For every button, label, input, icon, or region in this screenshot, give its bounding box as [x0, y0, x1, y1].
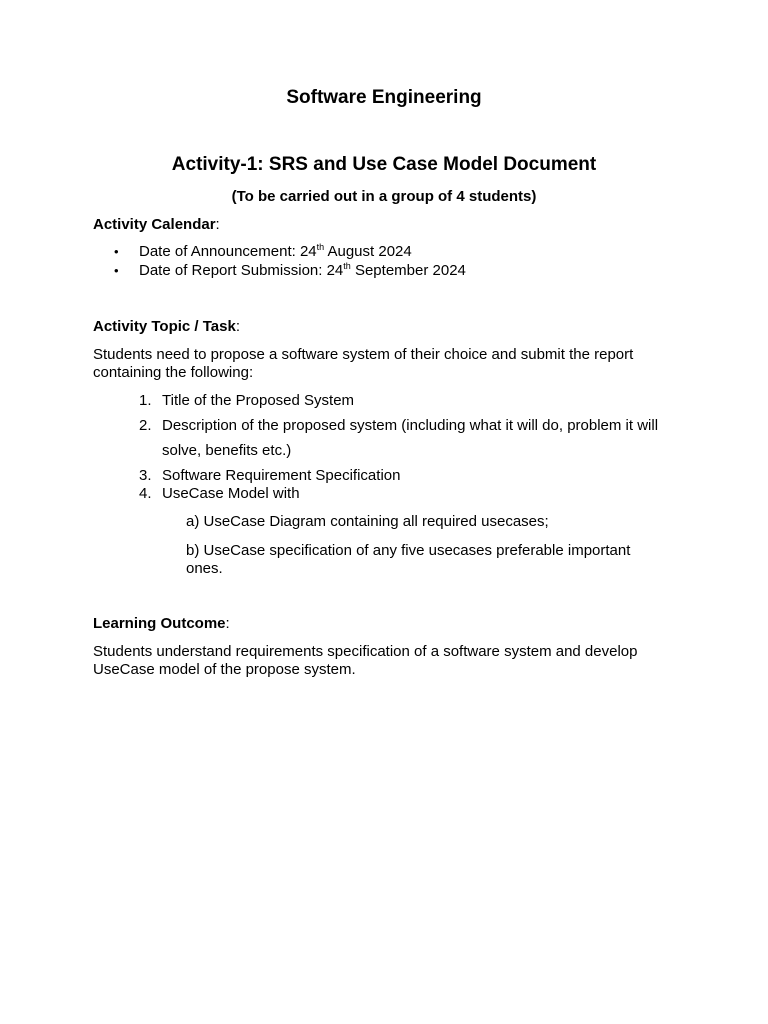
task-intro-line-1: Students need to propose a software system of their choice and submit the report — [93, 346, 634, 363]
task-subitem-b-line-2: ones. — [186, 560, 223, 577]
calendar-item-2-sup: th — [343, 261, 351, 271]
calendar-item-1-prefix: Date of Announcement: 24 — [139, 243, 317, 260]
task-item-1-text: Title of the Proposed System — [162, 392, 355, 409]
task-item-2-text-line-2: solve, benefits etc.) — [162, 442, 292, 459]
task-item-3-number: 3. — [139, 467, 152, 484]
task-intro-line-2: containing the following: — [93, 364, 254, 381]
task-heading-colon: : — [235, 318, 240, 335]
task-item-3-text: Software Requirement Specification — [162, 467, 401, 484]
outcome-line-1: Students understand requirements specification of a software system and develop — [93, 643, 638, 660]
outcome-heading-label: Learning Outcome — [93, 615, 226, 632]
calendar-bullet-2 — [114, 262, 119, 280]
task-item-1-number: 1. — [139, 392, 152, 409]
calendar-heading-label: Activity Calendar — [93, 216, 216, 233]
bullet-icon: • — [114, 263, 119, 278]
group-note: (To be carried out in a group of 4 students) — [231, 188, 537, 205]
calendar-item-1 — [139, 243, 412, 261]
task-item-2-number: 2. — [139, 417, 152, 434]
calendar-item-1-suffix: August 2024 — [324, 243, 412, 260]
calendar-item-2-prefix: Date of Report Submission: 24 — [139, 262, 344, 279]
calendar-item-1-sup: th — [316, 242, 325, 252]
outcome-heading — [93, 615, 230, 632]
outcome-heading-colon: : — [225, 615, 230, 632]
calendar-heading-colon: : — [215, 216, 220, 233]
task-item-4-number: 4. — [139, 485, 152, 502]
task-subitem-a: a) UseCase Diagram containing all required usecases; — [186, 513, 549, 530]
calendar-bullet-1 — [114, 243, 119, 261]
course-title: Software Engineering — [286, 87, 482, 108]
task-item-4-text: UseCase Model with — [162, 485, 300, 502]
task-heading — [93, 318, 240, 335]
calendar-heading — [93, 216, 220, 233]
task-subitem-b-line-1: b) UseCase specification of any five usecases preferable important — [186, 542, 631, 559]
calendar-item-2-suffix: September 2024 — [350, 262, 466, 279]
outcome-line-2: UseCase model of the propose system. — [93, 661, 356, 678]
task-heading-label: Activity Topic / Task — [93, 318, 236, 335]
bullet-icon: • — [114, 244, 119, 259]
calendar-item-2 — [139, 262, 466, 280]
activity-title: Activity-1: SRS and Use Case Model Document — [171, 154, 597, 175]
task-item-2-text-line-1: Description of the proposed system (including what it will do, problem it will — [162, 417, 659, 434]
